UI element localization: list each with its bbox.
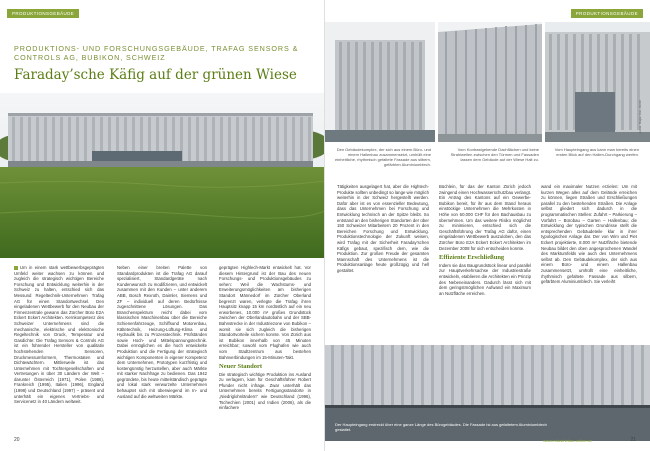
column-text: geprägten Highlech-Markt entwickelt hat. Vor diesem Hintergrund ist der Bau des neuen Forschungs- und Produktionsgebäudes zu sehen: Weil die Wachstums- und Erweiterungsmöglichkeiten am bisherigen Standort Männedorf im Zürcher Oberland begrenzt waren, verlegte die Trafag ihren Hauptsitz knapp 15 km nordöstlich auf ein neu erworbenes, 10.000 m² großes Grundstück zwischen der Oberlandautobahn und der SBB-Bahnstrecke in der Industriezone von Bubikon – womit sie sich zugleich die bisherigen Standortvorteile sichern konnte. Von Zürich aus ist Bubikon innerhalb von 45 Minuten erreichbar; sowohl vom Flughafen wie auch vom Stadtzentrum aus bestehen Bahnverbindungen im 15-Minuten-Takt.	[219, 265, 311, 360]
photo-caption-1: Den Gebäudekomplex, der sich aus einem Büro- und einem Hallenbau zusammensetzt, umhüllt eine einheitliche, rhythmisch gefaltete Fassade aus silbern, gefärbten Aluminiumblech.	[334, 147, 431, 167]
text-column-3	[541, 184, 637, 342]
column-text: Tätigkeiten ausgelagert hat, aber die Hightech-Produkte sollten unbedingt so lange wie möglich weiterhin in der Schweiz hergestellt werden. Dafür aber ist es von essenzieller Bedeutung, dass das Unternehmen bei Forschung und Entwicklung technisch an der Spitze bleibt. So entstand an den bisherigen Standorten der über 150 Schweizer Mitarbeitern 20 Prozent in den Bereichen Forschung und Entwicklung. Produktionstechnologie der Zukunft weisen, wird Trafag mit der Sicherheit Faraday’schen Käfigs gebaut, spezifisch dem, wie die Produktion. Zur großen Freude der gesamten Mannschaft des Unternehmens ist die Produktionsanlage heute großzügig und hell gestaltet.	[337, 184, 429, 273]
page-number: 20	[14, 437, 20, 443]
subheading: Neuer Standort	[219, 363, 263, 371]
photo-2	[438, 22, 542, 142]
column-text: Um in einem stark wettbewerbsgeprägten Umfeld weiter wachsen zu können und zugleich die strategisch wichtigen Bereiche Forschung und Entwicklung weiterhin in der Schweiz zu halten, entschied sich das Messund Regeltechnik-Unternehmen Trafag AG für einen Standortwechsel. Den eingeladenen Wettbewerb für den Neubau der Firmenzentrale gewann das Zürcher Büro E2A Eckert Eckert Architekten. Kernkompetenz des Schweizer Unternehmens sind die mechanische, elektrische und elektronische Regeltechnik von Druck, Temperatur und Gasdichte: Die Trafag Sensors & Controls AG ist ein führender Hersteller von qualitativ hochstehenden Sensoren, Druckmessumformern, Thermostaten und Dichtewächtern. Mittlerweile ist das Unternehmen mit Tochtergesellschaften und Vertretungen in über 30 Ländern der Welt – darunter Österreich (1971), Polen (1986), Frankreich (1995), Italien (1996), England (1998) und Deutschland (1997) – präsent und unterhält ein eigenes Vertriebs- und Servicenetz in 40 Ländern weltweit.	[14, 265, 104, 405]
page-number: 21	[630, 437, 636, 443]
column-text: Indem sie das Baugrundstück linear und parallel zur Hauptverkehrsachse der Industriestraße entwickeln, etablieren die Architekten ein Prinzip des Nebeneinanders. Dadurch lässt sich mit dem geringstmöglichen Aufwand ein Maximum an Nutzfläche erreichen.	[439, 262, 531, 296]
photo-1	[325, 22, 435, 142]
article-kicker: PRODUKTIONS- UND FORSCHUNGSGEBÄUDE, TRAFAG SENSORS & CONTROLS AG, BUBIKON, SCHWEIZ	[14, 44, 299, 62]
photo-caption-3: Vom Haupteingang aus kann man bereits einen ersten Blick auf den Hallen-Durchgang werfen.	[554, 147, 639, 157]
article-headline: Faraday’sche Käfig auf der grünen Wiese	[14, 67, 297, 83]
photo-caption-2: Vom Kontrastgebende Dachflächen und keine Strahlwellen zwischen den Türmen und Fassaden lassen dem Gebäude auf der Wiese Halt zu.	[450, 147, 539, 162]
bottom-photo-caption: Der Haupteingang erstreckt über eine ganze Länge des Bürogebäudes. Die Fassade ist aus gefaltetem Aluminiumblech gestaltet.	[335, 422, 547, 432]
column-text: Neben einer breiten Palette von Standardprodukten ist die Trafag AG darauf spezialisiert, Standardgeräte nach Kundenwunsch zu modifizieren, und entwickelt zusammen mit den Kunden – unter anderem ABB, Bosch Rexroth, Daimler, Siemens und ZF – individuell auf deren Bedürfnisse zugeschnittene Lösungen. Das Branchenspektrum reicht dabei vom klassischen Maschinenbau über die Bereiche Schienenfahrzeuge, Schiffsund Motorenbau, Kältetechnik, Heizung-Lüftung-Klima und Hydraulik bis zu Prozesstechnik. Prüfständen sowie Hoch- und Mittelspannungstechnik. Dabei ermöglichen es die hoch entwickelte Produktion und die Fertigung der strategisch wichtigen Komponenten in eigener Kompetenz dem Unternehmen, Prototypen kurzfristig und kostengünstig herzustellen, aber auch Märkte mit starker Nachfrage zu bedienen. Das 1942 gegründete, bis heute mittelständisch geprägte und lokal stark verwurzelte Unternehmen behauptet sich mit überwiegend im In- und Ausland auf die weltweiten Märkte.	[117, 265, 207, 399]
hero-photo	[0, 93, 325, 258]
text-column-2	[117, 265, 207, 443]
section-tag: PRODUKTIONSGEBÄUDE	[571, 9, 643, 18]
photo-credit: Fotos: Roger Frei, Zürich	[638, 100, 642, 134]
text-column-2	[439, 184, 531, 342]
right-page	[325, 0, 650, 451]
column-text: Büchlein, für das der Kanton Zürich jedoch zwingend einen Hochwasserschutzbau verlangt. Ein Antrag des Kantons auf ein Gewerbe-Bubikon bereit, für ihr aus dem Stand heraus einstöckige Unternehmen die Mehrkosten in Höhe von 60.000 CHF für den Bachausbau zu übernehmen. Um das weitere Risiko möglichst zu minimieren, entschied sich die Geschäftsführung der Trafag AG dafür, einen eingeladenen Wettbewerb auszuloben, den das Zürcher Büro E2A Eckert Eckert Architekten im Dezember 2008 für sich entscheiden konnte.	[439, 184, 531, 251]
text-column-1	[14, 265, 104, 443]
column-text: Die strategisch wichtige Produktion ins Ausland zu verlagern, kam für Geschäftsführer Robert Pfunder nicht infrage. Zwar unterhält das Unternehmen bereits Fertigungsstandorte in „Niedriglohnländern“ wie Deutschland (1996), Tschechien (2001) und Indien (2006), als die einfachere	[219, 371, 311, 411]
photo-3	[545, 22, 650, 142]
subheading: Effiziente Erschließung	[439, 254, 505, 262]
section-tag: PRODUKTIONSGEBÄUDE	[7, 9, 79, 18]
magazine-url: www.industriebau-online.de	[543, 438, 592, 443]
text-column-1	[337, 184, 429, 342]
column-text: wand ein maximaler Nutzen erzielen: Um mit kurzen Wegen alles auf dem Gelände erreichen zu können, liegen Straßen und Erschließungen parallel zu den bestehenden Straßen. Die Anlage selbst gliedert sich dadurch in die programmatischen Stellen: Zufahrt – Parkierung – Vorfahrt – Bürobau – Garten – Hallenbau; die Entwicklung der typischen Grundrisse stellt die entsprechenden Gebäudeteile klar in ihrer typologischen Anlage dar. Der von Wim und Piet Eckert projektierte, 8.000 m² Nutzfläche bietende Neubau bildet den oben angesprochenen Wandel des Marktumfelds wie auch des Unternehmens selbst ab. Den Gebäudekomplex, der sich aus einem Büro- und einem Hallenbau zusammensetzt, umhüllt eine einheitliche, rhythmisch gefaltete Fassade aus silbern, gefärbtem Aluminiumblech. Sie verleiht	[541, 184, 637, 285]
bullet-icon	[14, 266, 18, 270]
text-column-3	[219, 265, 311, 443]
